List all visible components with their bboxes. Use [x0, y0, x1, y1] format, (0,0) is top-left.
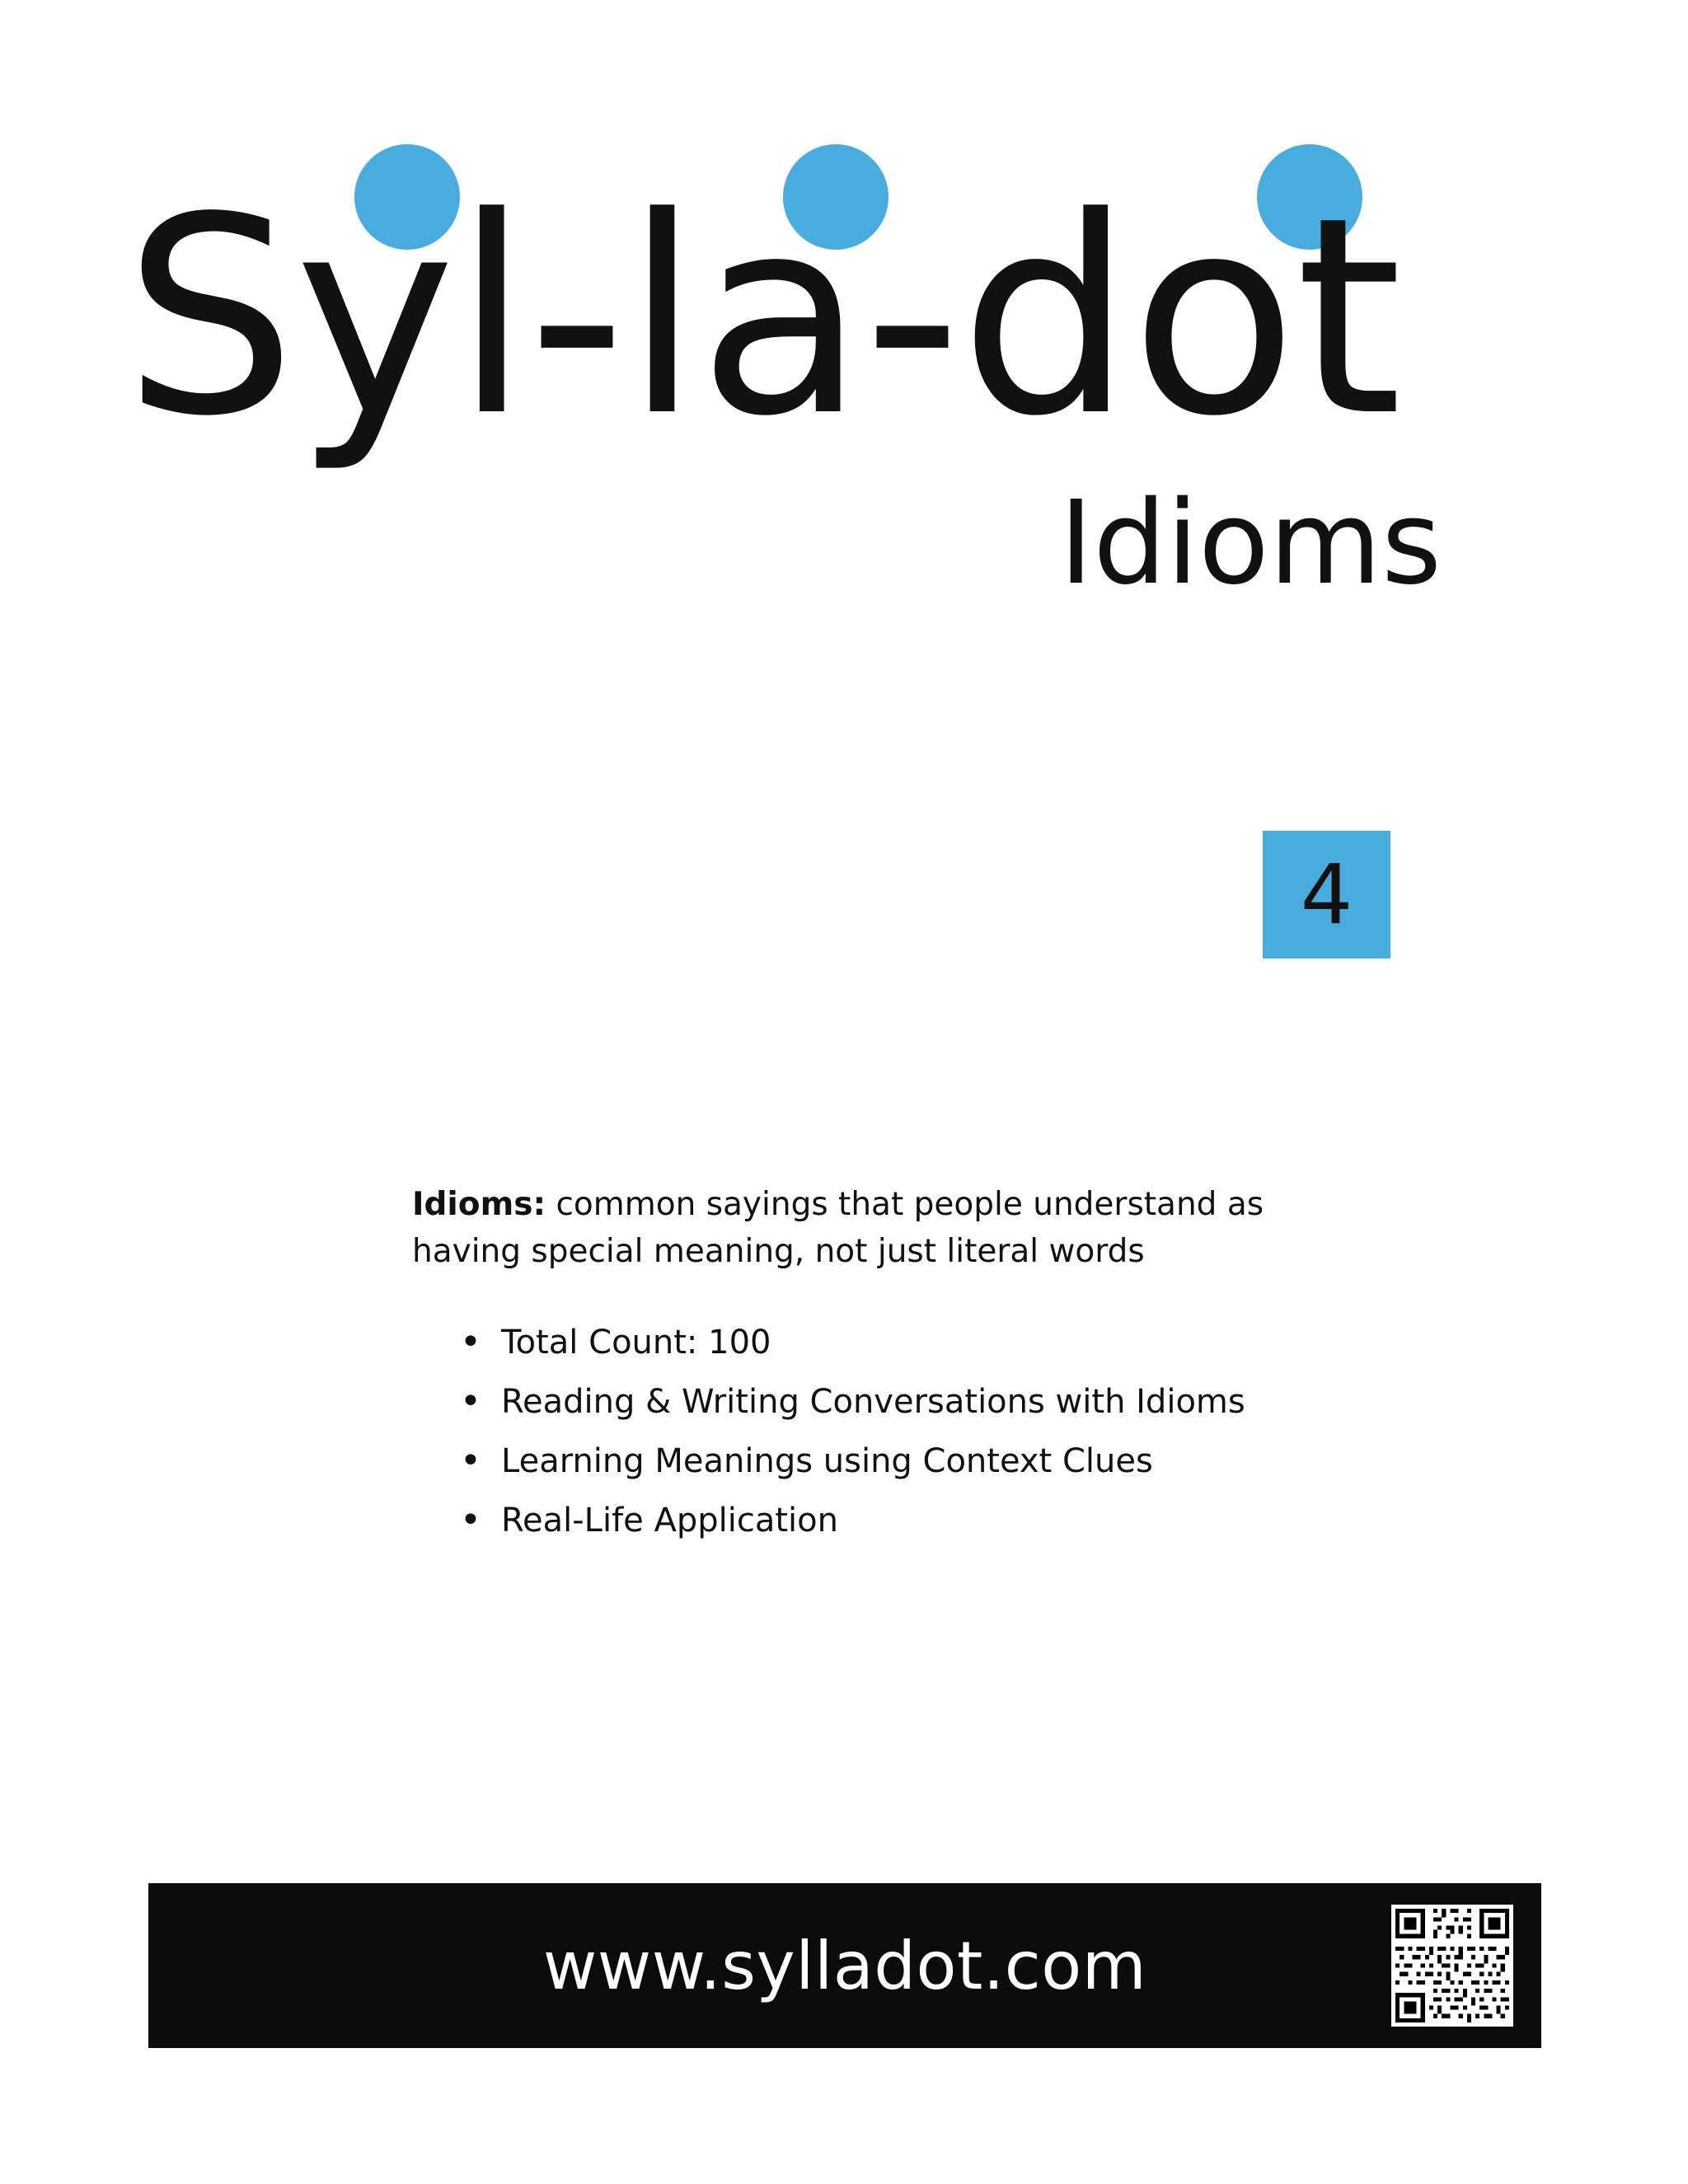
list-item: • Reading & Writing Conversations with Idioms [452, 1382, 1358, 1422]
definition-text: common sayings that people understand as having special meaning, not just literal words [412, 1186, 1264, 1270]
qr-code-icon [1391, 1905, 1513, 2027]
definition-paragraph [412, 1182, 1302, 1275]
features-list [452, 1323, 1358, 1560]
footer-bar [148, 1883, 1541, 2048]
definition-term: Idioms: [412, 1186, 546, 1223]
website-url[interactable]: www.sylladot.com [542, 1927, 1147, 2004]
list-item: • Learning Meanings using Context Clues [452, 1441, 1358, 1481]
list-item: • Total Count: 100 [452, 1323, 1358, 1362]
series-subtitle: Idioms [1059, 476, 1442, 611]
brand-wordmark: Syl-la-dot [124, 159, 1401, 476]
logo-block [124, 99, 1525, 943]
list-item: • Real-Life Application [452, 1501, 1358, 1540]
level-badge: 4 [1263, 831, 1390, 958]
